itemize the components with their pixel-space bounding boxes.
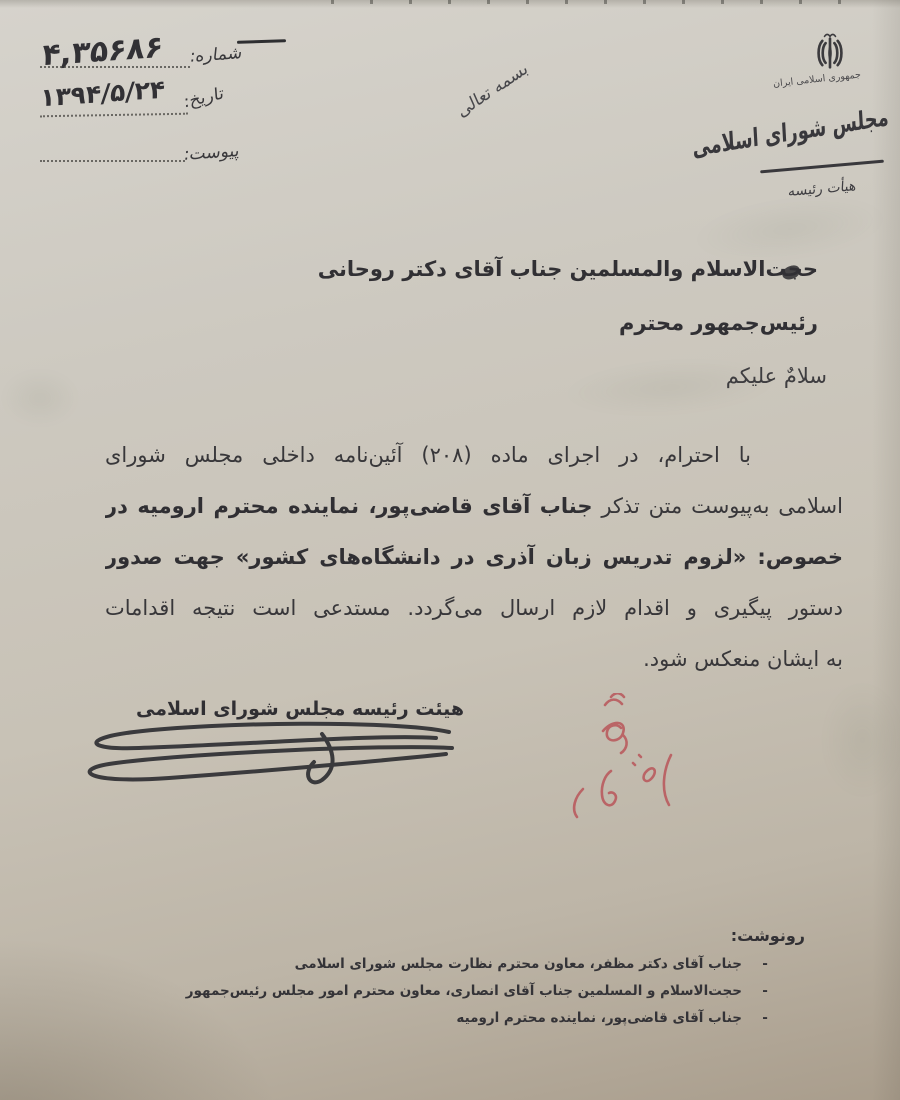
date-dotted-line: [40, 113, 188, 118]
scan-top-specks: [295, 0, 870, 4]
body-line: [105, 634, 843, 685]
body-line: [105, 481, 843, 532]
body-line: [105, 583, 843, 634]
cc-item-dash: -: [762, 983, 768, 999]
page-bleed-through: [0, 368, 80, 428]
cc-item: [186, 983, 772, 999]
assembly-underline: [760, 160, 884, 173]
body-line: [105, 430, 843, 481]
salutation: سلامٌ علیکم: [725, 364, 827, 388]
pen-mark: [237, 39, 286, 44]
page-bleed-through: [820, 680, 900, 800]
cc-item-text: جناب آقای دکتر مظفر، معاون محترم نظارت مجلس شورای اسلامی: [294, 956, 742, 972]
letter-number-handwritten: ۴,۳۵۶۸۶: [40, 29, 165, 74]
cc-item: [186, 956, 772, 972]
date-label: تاریخ:: [183, 83, 225, 113]
signature-scribble: [64, 710, 464, 795]
cc-item-text: حجت‌الاسلام و المسلمین جناب آقای انصاری، معاون محترم امور مجلس رئیس‌جمهور: [185, 983, 742, 999]
cc-item-dash: -: [762, 1010, 768, 1026]
assembly-calligraphy-title: مجلس شورای اسلامی: [691, 101, 889, 163]
republic-title: جمهوری اسلامی ایران: [772, 69, 862, 90]
body-text-bold: جناب آقای قاضی‌پور، نماینده محترم ارومیه در: [105, 494, 593, 518]
body-line: [105, 532, 843, 583]
number-dotted-line: [40, 66, 190, 68]
cc-label: رونوشت:: [730, 926, 805, 945]
body-text: به ایشان منعکس شود.: [643, 647, 843, 671]
body-text: اسلامی به‌پیوست متن تذکر: [592, 494, 843, 518]
cc-list: [186, 956, 772, 1037]
cc-item-text: جناب آقای قاضی‌پور، نماینده محترم ارومیه: [456, 1010, 742, 1026]
cc-item-dash: -: [762, 956, 768, 972]
presiding-board-title: هیأت رئیسه: [787, 177, 857, 201]
attachment-label: پیوست:: [182, 141, 241, 165]
recipient-line-2: رئیس‌جمهور محترم: [618, 311, 818, 335]
letter-date-handwritten: ۱۳۹۴/۵/۲۴: [39, 74, 166, 113]
attachment-dotted-line: [40, 160, 185, 162]
body-text: با احترام، در اجرای ماده (۲۰۸) آئین‌نامه داخلی مجلس شورای: [105, 443, 752, 467]
signature-title: هیئت رئیسه مجلس شورای اسلامی: [136, 698, 465, 720]
body-paragraph: [105, 430, 843, 685]
bismillah-calligraphy: بسمه تعالی: [454, 57, 531, 123]
iran-emblem-icon: [808, 33, 852, 73]
cc-item: [186, 1010, 772, 1026]
body-text-bold: خصوص: «لزوم تدریس زبان آذری در دانشگاه‌های کشور» جهت صدور: [105, 545, 843, 569]
number-label: شماره:: [188, 43, 244, 67]
recipient-line-1: حجت‌الاسلام والمسلمین جناب آقای دکتر روحانی: [317, 257, 818, 281]
red-handwritten-note: [553, 693, 718, 823]
body-text: دستور پیگیری و اقدام لازم ارسال می‌گردد. مستدعی است نتیجه اقدامات: [105, 596, 843, 620]
